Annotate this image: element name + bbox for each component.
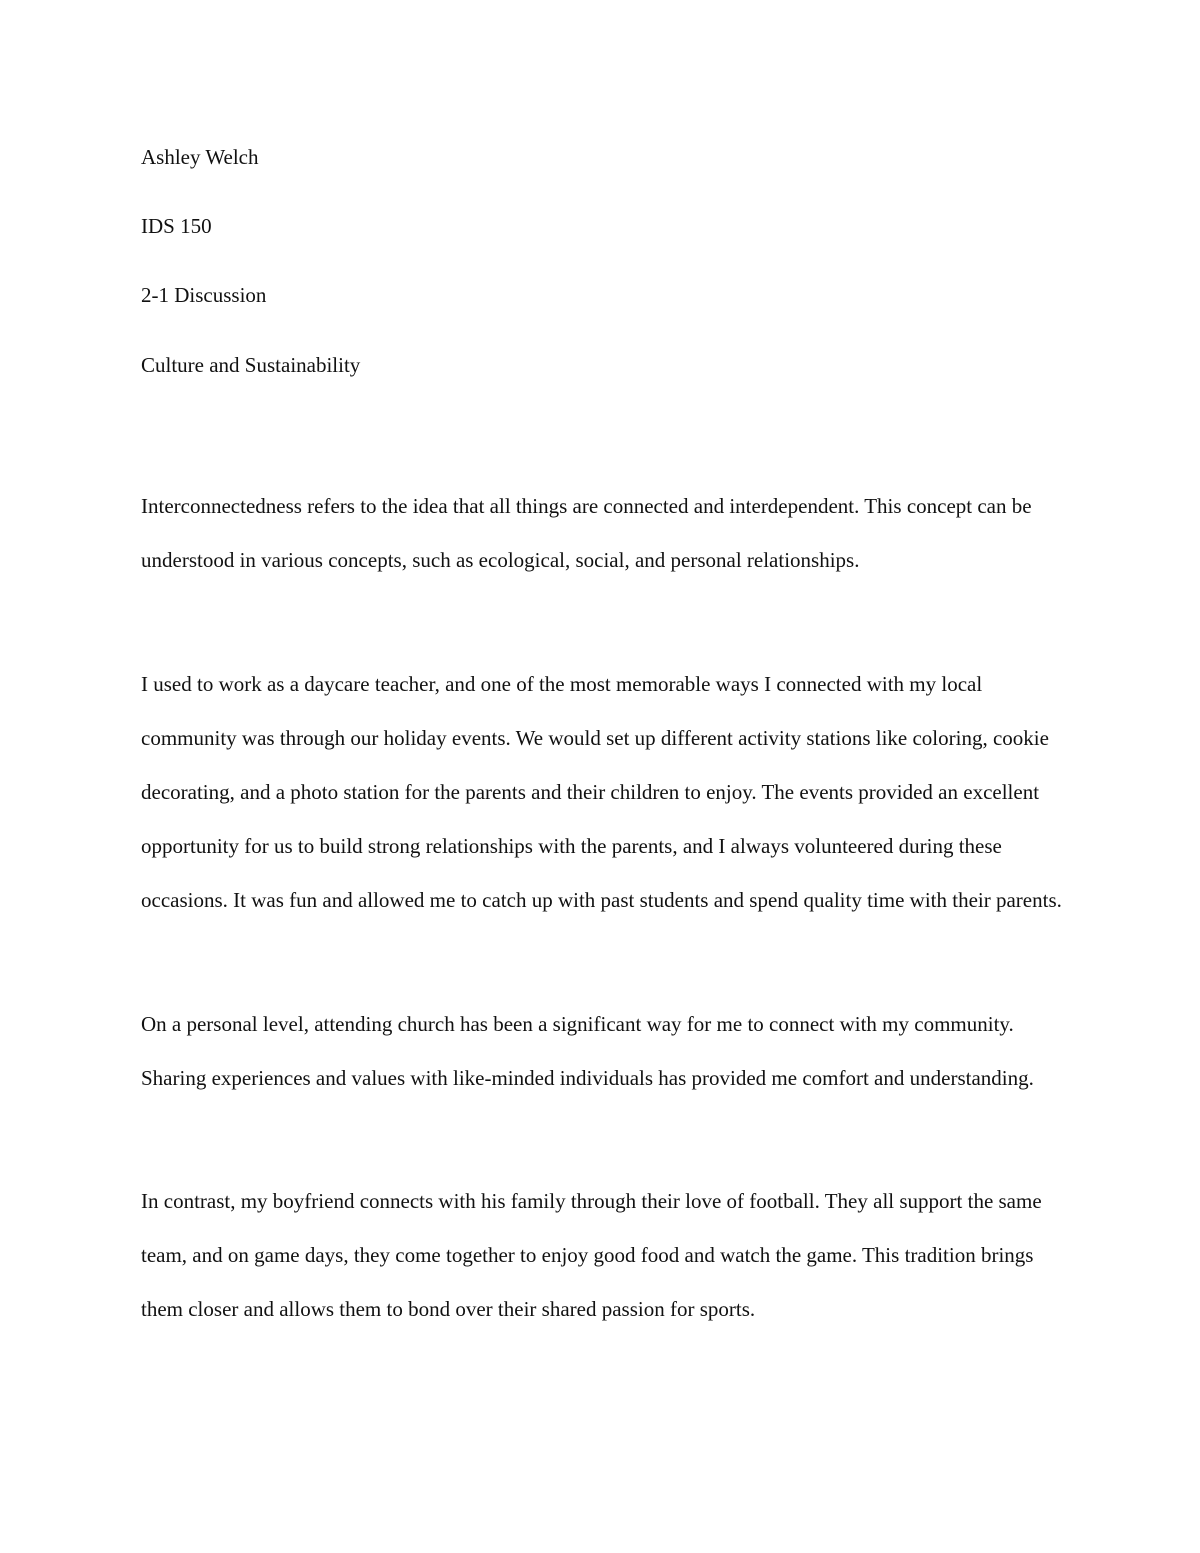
paragraph-daycare: I used to work as a daycare teacher, and one of the most memorable ways I connected with my local community was through our holiday events. We would set up different activity stations like coloring, cookie decorating, and a photo station for the parents and their children to enjoy. The events provided an excellent opportunity for us to build strong relationships with the parents, and I always volunteered during these occasions. It was fun and allowed me to catch up with past students and spend quality time with their parents.	[141, 672, 1062, 912]
paragraph-football: In contrast, my boyfriend connects with his family through their love of football. They all support the same team, and on game days, they come together to enjoy good food and watch the game. This tradition brings them closer and allows them to bond over their shared passion for sports.	[141, 1189, 1042, 1321]
course-code: IDS 150	[141, 214, 212, 238]
author-name: Ashley Welch	[141, 145, 259, 169]
document-title: Culture and Sustainability	[141, 353, 361, 377]
assignment-name: 2-1 Discussion	[141, 283, 267, 307]
paragraph-church: On a personal level, attending church has been a significant way for me to connect with my community. Sharing experiences and values with like-minded individuals has provided me comfort and understanding.	[141, 1012, 1034, 1090]
paragraph-interconnectedness: Interconnectedness refers to the idea that all things are connected and interdependent. This concept can be understood in various concepts, such as ecological, social, and personal relationships.	[141, 494, 1032, 572]
